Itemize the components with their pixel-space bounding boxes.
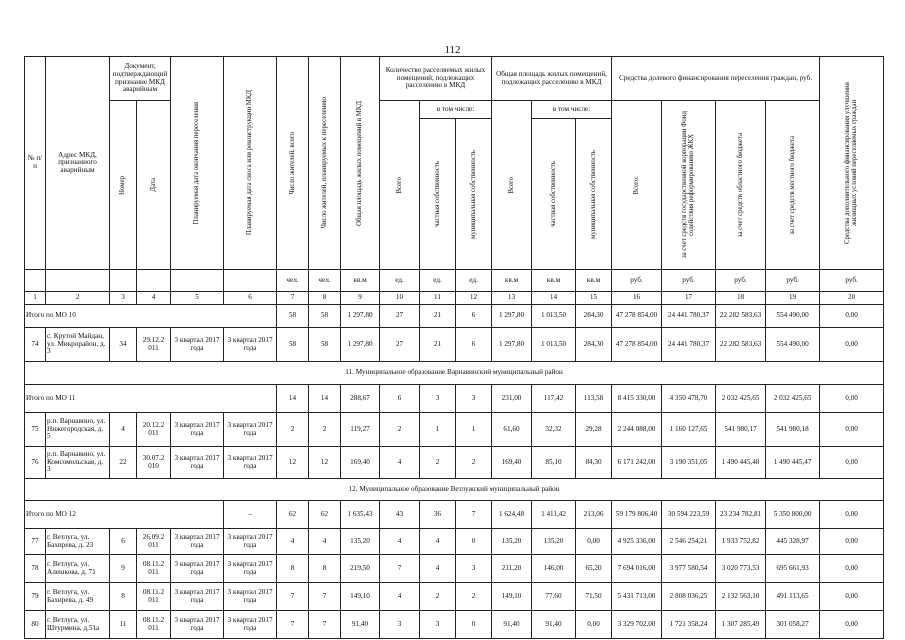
hdr-address: Адрес МКД, признанного аварийным <box>46 57 110 270</box>
cell: 146,00 <box>532 555 576 583</box>
table-row <box>25 529 884 555</box>
col-num: 14 <box>532 292 576 305</box>
row-number: 77 <box>25 529 46 555</box>
column-numbers-row <box>25 292 884 305</box>
hdr-area-total: Всего <box>492 101 532 270</box>
hdr-demolition-date: Планируемая дата сноса или реконструкции МКД <box>224 57 277 270</box>
cell: 91,40 <box>492 611 532 639</box>
cell: 2 244 088,00 <box>612 413 662 447</box>
unit-cell: руб. <box>716 270 766 292</box>
cell: 4 <box>309 529 341 555</box>
cell: 169,40 <box>492 447 532 479</box>
cell: 2 032 425,65 <box>716 385 766 413</box>
cell: 3 квартал 2017 года <box>171 447 224 479</box>
cell: 08.11.2 011 <box>137 611 171 639</box>
unit-cell: кв.м <box>576 270 612 292</box>
total-dash: – <box>224 501 277 529</box>
cell: 1 013,50 <box>532 328 576 362</box>
col-num: 2 <box>46 292 110 305</box>
total-label: Итого по МО 10 <box>25 305 277 328</box>
cell: 1 490 445,48 <box>716 447 766 479</box>
cell: 7 <box>309 611 341 639</box>
col-num: 4 <box>137 292 171 305</box>
unit-cell: ед. <box>420 270 456 292</box>
relocation-table <box>24 56 884 639</box>
cell: 2 <box>277 413 309 447</box>
table-row <box>25 555 884 583</box>
cell: 91,40 <box>341 611 380 639</box>
hdr-doc-date: Дата <box>137 101 171 270</box>
cell: 14 <box>277 385 309 413</box>
cell: 34 <box>110 328 137 362</box>
cell: 0,00 <box>820 328 884 362</box>
cell: 1 635,43 <box>341 501 380 529</box>
col-num: 5 <box>171 292 224 305</box>
cell: 36 <box>420 501 456 529</box>
unit-cell: кв.м <box>532 270 576 292</box>
cell: 27 <box>380 305 420 328</box>
hdr-rooms-private: частная собственность <box>420 119 456 270</box>
cell: 4 <box>277 529 309 555</box>
hdr-doc-group: Документ, подтверждающий признание МКД аварийным <box>110 57 171 101</box>
cell: 3 квартал 2017 года <box>171 611 224 639</box>
cell: 32,32 <box>532 413 576 447</box>
col-num: 15 <box>576 292 612 305</box>
col-num: 17 <box>662 292 716 305</box>
cell: 1 933 752,82 <box>716 529 766 555</box>
unit-cell: руб. <box>662 270 716 292</box>
cell: 3 190 351,05 <box>662 447 716 479</box>
cell: 2 <box>309 413 341 447</box>
cell: 2 <box>420 447 456 479</box>
col-num: 13 <box>492 292 532 305</box>
unit-cell: чел. <box>277 270 309 292</box>
table-row <box>25 447 884 479</box>
cell: 1 297,80 <box>492 328 532 362</box>
cell: 59 179 806,40 <box>612 501 662 529</box>
cell: 4 <box>420 555 456 583</box>
cell: 5 350 800,00 <box>766 501 820 529</box>
unit-cell: руб. <box>820 270 884 292</box>
cell: 4 <box>420 529 456 555</box>
cell: 21 <box>420 305 456 328</box>
cell: 0,00 <box>820 529 884 555</box>
cell: 29,28 <box>576 413 612 447</box>
cell: 08.11.2 011 <box>137 583 171 611</box>
cell: 4 <box>380 447 420 479</box>
hdr-finance-regional: за счет средств областного бюджета <box>716 101 766 270</box>
row-number: 79 <box>25 583 46 611</box>
cell: 1 411,42 <box>532 501 576 529</box>
cell: 08.11.2 011 <box>137 555 171 583</box>
cell: 6 <box>380 385 420 413</box>
cell: 7 <box>277 611 309 639</box>
cell: 541 980,18 <box>766 413 820 447</box>
cell: 1 297,80 <box>341 328 380 362</box>
cell: 491 113,65 <box>766 583 820 611</box>
cell: 119,27 <box>341 413 380 447</box>
row-number: 76 <box>25 447 46 479</box>
cell: 4 350 478,70 <box>662 385 716 413</box>
cell: 2 546 254,21 <box>662 529 716 555</box>
cell: 213,06 <box>576 501 612 529</box>
hdr-finance-fund: за счет средств государственной корпорации Фонд содействия реформированию ЖКХ <box>662 101 716 270</box>
cell: 65,20 <box>576 555 612 583</box>
cell: 3 квартал 2017 года <box>171 413 224 447</box>
cell: 3 квартал 2017 года <box>171 529 224 555</box>
col-num: 20 <box>820 292 884 305</box>
cell: 29.12.2 011 <box>137 328 171 362</box>
col-num: 11 <box>420 292 456 305</box>
cell: 1 297,80 <box>341 305 380 328</box>
hdr-finance-local: за счет средств местного бюджета <box>766 101 820 270</box>
hdr-finance-group: Средства долевого финансирования переселения граждан, руб. <box>612 57 820 101</box>
cell: 58 <box>277 328 309 362</box>
cell: 1 624,48 <box>492 501 532 529</box>
cell: 135,20 <box>532 529 576 555</box>
cell: 12 <box>309 447 341 479</box>
cell: 0,00 <box>820 555 884 583</box>
cell: 21 <box>420 328 456 362</box>
cell: 445 328,97 <box>766 529 820 555</box>
row-number: 80 <box>25 611 46 639</box>
cell: 231,00 <box>492 385 532 413</box>
total-label: Итого по МО 12 <box>25 501 224 529</box>
row-address: г. Ветлуга, ул. Бахирева, д. 23 <box>46 529 110 555</box>
total-label: Итого по МО 11 <box>25 385 277 413</box>
cell: 1 160 127,65 <box>662 413 716 447</box>
hdr-area-private: частная собственность <box>532 119 576 270</box>
table-row <box>25 611 884 639</box>
unit-cell: ед. <box>456 270 492 292</box>
cell: 117,42 <box>532 385 576 413</box>
section-title: 11. Муниципальное образование Варнавинский муниципальный район <box>25 362 884 385</box>
hdr-residents-total: Число жителей, всего <box>277 57 309 270</box>
col-num: 18 <box>716 292 766 305</box>
table-row <box>25 413 884 447</box>
cell: 695 661,93 <box>766 555 820 583</box>
section-row <box>25 479 884 501</box>
cell: 3 квартал 2017 года <box>224 583 277 611</box>
cell: 2 132 563,10 <box>716 583 766 611</box>
cell: 3 329 702,00 <box>612 611 662 639</box>
cell: 6 <box>456 328 492 362</box>
cell: 3 квартал 2017 года <box>224 447 277 479</box>
cell: 0 <box>456 529 492 555</box>
cell: 24 441 780,37 <box>662 328 716 362</box>
cell: 6 <box>456 305 492 328</box>
cell: 0,00 <box>820 583 884 611</box>
cell: 149,10 <box>492 583 532 611</box>
col-num: 10 <box>380 292 420 305</box>
cell: 14 <box>309 385 341 413</box>
row-number: 78 <box>25 555 46 583</box>
cell: 3 квартал 2017 года <box>171 555 224 583</box>
cell: 113,58 <box>576 385 612 413</box>
cell: 3 квартал 2017 года <box>224 611 277 639</box>
cell: 219,50 <box>341 555 380 583</box>
cell: 47 278 854,00 <box>612 328 662 362</box>
cell: 1 <box>456 413 492 447</box>
cell: 71,50 <box>576 583 612 611</box>
cell: 7 <box>277 583 309 611</box>
cell: 26.09.2 011 <box>137 529 171 555</box>
cell: 3 квартал 2017 года <box>224 555 277 583</box>
cell: 0,00 <box>820 385 884 413</box>
cell: 149,10 <box>341 583 380 611</box>
col-num: 1 <box>25 292 46 305</box>
total-row-mo11 <box>25 385 884 413</box>
col-num: 6 <box>224 292 277 305</box>
cell: 4 <box>380 529 420 555</box>
total-row-mo12 <box>25 501 884 529</box>
cell: 20.12.2 011 <box>137 413 171 447</box>
page-number: 112 <box>444 44 461 56</box>
row-address: г. Ветлуга, ул. Бахирева, д. 49 <box>46 583 110 611</box>
cell: 62 <box>277 501 309 529</box>
cell: 554 490,00 <box>766 305 820 328</box>
cell: 7 <box>380 555 420 583</box>
cell: 23 234 782,81 <box>716 501 766 529</box>
cell: 1 307 285,49 <box>716 611 766 639</box>
units-row <box>25 270 884 292</box>
cell: 43 <box>380 501 420 529</box>
cell: 6 171 242,00 <box>612 447 662 479</box>
cell: 7 <box>309 583 341 611</box>
cell: 0,00 <box>820 305 884 328</box>
cell: 3 020 773,53 <box>716 555 766 583</box>
cell: 24 441 780,37 <box>662 305 716 328</box>
unit-cell: кв.м <box>492 270 532 292</box>
cell: 8 <box>277 555 309 583</box>
hdr-residents-relocated: Число жителей, планируемых к переселению <box>309 57 341 270</box>
hdr-doc-number: Номер <box>110 101 137 270</box>
cell: 22 282 583,63 <box>716 328 766 362</box>
cell: 1 <box>420 413 456 447</box>
hdr-total-area: Общая площадь жилых помещений в МКД <box>341 57 380 270</box>
hdr-rooms-group: Количество расселяемых жилых помещений, подлежащих расселению в МКД <box>380 57 492 101</box>
unit-cell: руб. <box>766 270 820 292</box>
row-number: 75 <box>25 413 46 447</box>
cell: 8 <box>309 555 341 583</box>
hdr-area-municipal: муниципальная собственность <box>576 119 612 270</box>
cell: 1 013,50 <box>532 305 576 328</box>
col-num: 3 <box>110 292 137 305</box>
cell: 30 594 223,59 <box>662 501 716 529</box>
cell: 47 278 854,00 <box>612 305 662 328</box>
row-number: 74 <box>25 328 46 362</box>
cell: 3 квартал 2017 года <box>171 328 224 362</box>
cell: 554 490,00 <box>766 328 820 362</box>
col-num: 16 <box>612 292 662 305</box>
cell: 4 <box>380 583 420 611</box>
cell: 3 <box>456 555 492 583</box>
hdr-rooms-incl: в том числе: <box>420 101 492 119</box>
row-address: р.п. Варнавино, ул. Комсомольская, д. 3 <box>46 447 110 479</box>
cell: 3 квартал 2017 года <box>224 328 277 362</box>
cell: 0,00 <box>820 413 884 447</box>
cell: 3 квартал 2017 года <box>224 413 277 447</box>
cell: 58 <box>277 305 309 328</box>
cell: 541 980,17 <box>716 413 766 447</box>
cell: 135,20 <box>341 529 380 555</box>
hdr-end-date: Планируемая дата окончания переселения <box>171 57 224 270</box>
cell: 0,00 <box>576 529 612 555</box>
cell: 85,10 <box>532 447 576 479</box>
cell: 8 415 330,00 <box>612 385 662 413</box>
cell: 211,20 <box>492 555 532 583</box>
cell: 6 <box>110 529 137 555</box>
cell: 5 431 713,00 <box>612 583 662 611</box>
unit-cell: чел. <box>309 270 341 292</box>
cell: 0,00 <box>820 501 884 529</box>
total-row-mo10 <box>25 305 884 328</box>
unit-cell: кв.м <box>341 270 380 292</box>
row-address: г. Ветлуга, ул. Алешкова, д. 71 <box>46 555 110 583</box>
row-address: г. Ветлуга, ул. Штурмина, д.51а <box>46 611 110 639</box>
hdr-additional-funds: Средства дополнительного финансирования улучшения жилищных условий переселяемых граждан <box>820 57 884 270</box>
cell: 27 <box>380 328 420 362</box>
cell: 62 <box>309 501 341 529</box>
col-num: 8 <box>309 292 341 305</box>
cell: 2 <box>456 583 492 611</box>
cell: 2 <box>420 583 456 611</box>
cell: 1 297,80 <box>492 305 532 328</box>
cell: 2 <box>380 413 420 447</box>
col-num: 9 <box>341 292 380 305</box>
cell: 3 <box>420 611 456 639</box>
cell: 11 <box>110 611 137 639</box>
section-title: 12. Муниципальное образование Ветлужский муниципальный район <box>25 479 884 501</box>
cell: 288,67 <box>341 385 380 413</box>
table-row <box>25 583 884 611</box>
cell: 7 <box>456 501 492 529</box>
cell: 61,60 <box>492 413 532 447</box>
hdr-rooms-total: Всего <box>380 101 420 270</box>
cell: 77,60 <box>532 583 576 611</box>
row-address: с. Крутой Майдан, ул. Микрорайон, д. 3 <box>46 328 110 362</box>
cell: 8 <box>110 583 137 611</box>
cell: 3 <box>456 385 492 413</box>
table-row <box>25 328 884 362</box>
row-address: р.п. Варнавино, ул. Нижегородская, д. 5 <box>46 413 110 447</box>
cell: 91,40 <box>532 611 576 639</box>
cell: 3 <box>420 385 456 413</box>
cell: 58 <box>309 305 341 328</box>
hdr-number: № п/ п <box>25 57 46 270</box>
cell: 3 977 580,54 <box>662 555 716 583</box>
cell: 169,40 <box>341 447 380 479</box>
cell: 284,30 <box>576 305 612 328</box>
cell: 22 282 583,63 <box>716 305 766 328</box>
cell: 3 квартал 2017 года <box>171 583 224 611</box>
col-num: 12 <box>456 292 492 305</box>
cell: 0,00 <box>576 611 612 639</box>
hdr-finance-total: Всего: <box>612 101 662 270</box>
cell: 4 <box>110 413 137 447</box>
cell: 1 721 358,24 <box>662 611 716 639</box>
unit-cell: ед. <box>380 270 420 292</box>
cell: 0 <box>456 611 492 639</box>
cell: 22 <box>110 447 137 479</box>
cell: 7 694 016,00 <box>612 555 662 583</box>
cell: 2 032 425,65 <box>766 385 820 413</box>
hdr-rooms-municipal: муниципальная собственность <box>456 119 492 270</box>
cell: 0,00 <box>820 447 884 479</box>
cell: 58 <box>309 328 341 362</box>
cell: 135,20 <box>492 529 532 555</box>
col-num: 19 <box>766 292 820 305</box>
section-row <box>25 362 884 385</box>
cell: 9 <box>110 555 137 583</box>
hdr-area-group: Общая площадь жилых помещений, подлежащих расселению в МКД <box>492 57 612 101</box>
cell: 3 <box>380 611 420 639</box>
unit-cell: руб. <box>612 270 662 292</box>
cell: 30.07.2 010 <box>137 447 171 479</box>
cell: 2 808 036,25 <box>662 583 716 611</box>
cell: 284,30 <box>576 328 612 362</box>
cell: 4 925 336,00 <box>612 529 662 555</box>
cell: 0,00 <box>820 611 884 639</box>
cell: 301 058,27 <box>766 611 820 639</box>
cell: 2 <box>456 447 492 479</box>
col-num: 7 <box>277 292 309 305</box>
cell: 1 490 445,47 <box>766 447 820 479</box>
hdr-area-incl: в том числе: <box>532 101 612 119</box>
cell: 84,30 <box>576 447 612 479</box>
cell: 12 <box>277 447 309 479</box>
cell: 3 квартал 2017 года <box>224 529 277 555</box>
